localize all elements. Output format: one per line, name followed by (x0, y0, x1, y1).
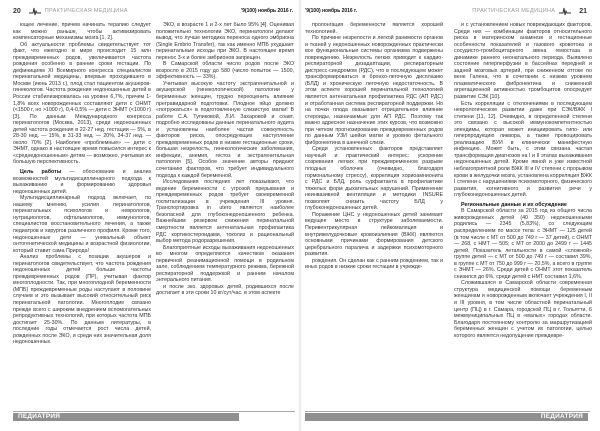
text-column (156, 22, 294, 400)
section-paragraph (13, 169, 151, 195)
paragraph-text: Сложившаяся в Самарской области современная структура медицинской помощи беременным женщинам и новорожденным включает учреждения I, II и III уровня, в том числе областной перинатальный центр (ПЦ) в г. Самара, городской ПЦ в г. Тольятти, 6 межмуниципальных ПЦ в «малых» городах области. Благодаря постоянному контролю за маршрутизацией беременных женщин с учетом их патологии, целью которого является недопущение преждевре- (454, 280, 592, 339)
paragraph-text: Об актуальности проблемы свидетельствует тот факт, что ежегодно в мире происходит 15 млн преждевременных родов, увеличивается частота рождения особенно в ранние сроки гестации. По дефинициям XI Всемирного конгресса специалистов перинатальной медицины, впервые проходившего в Москве (июнь 2013 г.), плод стал пациентом акушеров-гинекологов. Частота рождения недоношенных детей в России стабилизировалась на уровне 6,7%, причем 1-1,8% всех новорожденных составляют дети с ОНМТ (<1500 г, но >1000 г), 0,4-0,5% — дети с ЭНМТ (<1000 г) [3]. По данным Международного конгресса перинатологов (Москва, 2013), среди недоношенных детей частота рождения в 22-27 нед. гестации — 5%, в 28-30 нед. — 15%, в 31-33 нед. — 20%, 34-37 нед. — около 70% [2]. Наиболее «проблемные» — дети с ЭНМТ, однако в настоящее время повысился интерес к «среднедоношенным» детям — возможно, учитывая их большую перспективность. (13, 41, 151, 166)
paragraph-text: Анализ проблемы с позиции акушеров и перинатологов свидетельствует, что частота рождения недоношенных детей больше частоты преждевременных родов (ПР), учитывая фактор многоплодности. Так, при многоплодной беременности (МПБ) преждевременные роды наступают в половине случаев и это вызывает высокий относительный риск перинатальной патологии. Многоплодие связано прежде всего с широким внедрением вспомогательных репродуктивных технологий, при которых частота МПБ достигает 25-30%. По данным литературы, в последние годы отмечается рост числа детей, рожденных после ЭКО, и среди них значительная доля недоношенных. (13, 254, 151, 346)
paragraph-text: Исследования последних лет показывают, что ведение беременности с угрозой прерывания и преждевременных родов требует своевременной госпитализации в учреждения III уровня. Транспортировка in utero является наиболее безопасной для глубоконедоношенного ребенка. Важнейшим резервом снижения перинатальной смертности является антенатальная профилактика РДС кортикостероидами, токолиз и рациональный выбор метода родоразрешения. (156, 179, 294, 245)
paragraph (13, 254, 151, 346)
paragraph-text: рождения. Он сделан как с ранним рождением, так и иных родов в низкие сроки гестации в учрежде- (305, 257, 443, 271)
paragraph (156, 284, 294, 297)
page-number: 21 (579, 7, 587, 15)
page-header (13, 5, 293, 17)
paragraph-text: Есть корреляции с отклонениями в последующем неврологическом развитии даже при СЭК/ВЖК I степени [11, 12]. Очевидно, в определенной степени это связано с высокой иммунокомпетентностью эпендимы, которая может инициировать гипо- или гиперпродукцию ликвора, а также провоцировать реализацию ВУИ в клинически манифестную инфекцию. Может быть, с этим связана частая трансформация диагнозов на I и II этапах выхаживания недоношенных детей. Кроме явной и уже известной неблагоприятной роли ВЖК III и IV степени с прорывом крови в желудочки мозга, установлена корреляция ВЖК I степени с нарушениями психомоторного, физического развития, когнитивного и развития речи у глубоконедоношенных детей. (454, 100, 592, 199)
paragraph-text: ющее лечение, причем начинать терапию следует как можно раньше, чтобы активизировать компенсаторные механизмы мозга [1, 2]. (13, 22, 151, 42)
paragraph-text: Мультидисциплинарный подход включает, по нашему мнению, усилия перинатологов, перинатальных психологов и неврологов, нутрициологов, офтальмологов, иммунологов, специалистов восстановительного лечения, а также педиатров и хирургов различного профиля. Кроме того, недоношенные дети — уникальный объект онтогенетической медицины и возрастной физиологии, который ставит сама Природа! (13, 195, 151, 254)
section-footer-bar (305, 413, 588, 421)
text-column (305, 22, 443, 400)
paragraph-text: ЭКО, в возрасте 1 и 2-х лет было 95% [4]. Оценивая положительно технологии ЭКО, перинатологи делают вывод, что лучше методика переноса одного эмбриона (Single Embrio Transfer), так как именно МПБ ухудшает перинатальные исходы при ЭКО. В настоящее время перенос 3-х и более эмбрионов запрещен. (156, 22, 294, 61)
divider (13, 411, 295, 412)
ecg-logo-icon (559, 6, 571, 16)
paragraph-text: Среди установленных факторов представляет научный и практический интерес: ускорение созревания легких при преждевременном разрыве плодных оболочек (очевидно, благодаря гормональному стрессу), корреляция хориоамнионита с РДС и БЛД, роль сурфактанта в профилактике тяжелых форм дыхательных нарушений. Применение неинвазивной вентиляции и методики INSURE позволяет снизить частоту БЛД у глубоконедоношенных детей. (305, 146, 443, 212)
paragraph-text: и с установлением новых повреждающих факторов. Среди них — комбинации факторов относительного риска в материнском анамнезе и гестационные особенности показателей и газового кровотока и сосудисто-тромбоцитарного звена гемостаза в динамике раннего неонатального периода. Выявлено состояние гиперперфузии в бассейнах передней и задней мозговых артерий, при сниженном оттоке по вене Галена, что в сочетании с низким уровнем плазматического фибронектина и сниженной агрегационной активностью тромбоцитов опосредует развитие СЭК [10]. (454, 22, 592, 101)
paragraph-text: Поражение ЦНС у недоношенных детей занимает ведущее место в структуре заболеваемости. Перивентрикулярная лейкомаляция и внутрижелудочковые кровоизлияния (ВЖК) являются основными причинами формирования детского церебрального паралича и задержки психомоторного развития. (305, 211, 443, 258)
paragraph (305, 258, 443, 271)
paragraph (454, 101, 592, 199)
issue-info: '9(100) ноябрь 2016 г. (305, 8, 358, 14)
paragraph (305, 22, 443, 35)
paragraph-text: В Самарской области число родов после ЭКО возросло в 2015 году до 580 (число попыток — 1500, эффективность — 33%). (156, 61, 294, 81)
page-header (305, 5, 587, 17)
paragraph-text: В Самарской области за 2015 год из общего числа живорожденных детей (40 350) недоношенными родились — 2345 (5,83%), со следующим распределением по массе тела: с ЭНМТ — 125 детей (в том числе с МТ от 500 до 749 г — 37 детей), с ОНМТ — 268, с НМТ — 505; с МТ от 2000 до 2499 г — 1445 детей. Показатель летальности в самой «сложной» группе детей — с МТ от 500 до 749 г — составил 39%, в группе с МТ от 750 до 999 г — 20,5%, а всего в группе с ЭНМТ — 26%. Среди детей с ОНМТ этот показатель снизился до 6%, среди детей с НМТ составил 1,6%. (454, 208, 592, 280)
paragraph (305, 35, 443, 146)
paragraph (156, 179, 294, 244)
paragraph (156, 61, 294, 81)
paragraph (305, 212, 443, 258)
journal-title: ПРАКТИЧЕСКАЯ МЕДИЦИНА (44, 8, 128, 14)
journal-title: ПРАКТИЧЕСКАЯ МЕДИЦИНА (472, 8, 556, 14)
issue-info: '9(100) ноябрь 2016 г. (240, 8, 293, 14)
section-footer-bar (13, 413, 239, 421)
paragraph (13, 42, 151, 166)
section-heading: Цель работы (20, 169, 62, 176)
paragraph-text: Учитывая высокую частоту экстрагенитальной и акушерской (гинекологической) патологии у беременных женщин, трудно переоценить влияние прегравидарной подготовки. Плодное яйцо должно «погружаться» в подготовленную слизистую матки! В работе С.А. Тупиковой, Л.И. Захаровой и соавт. подробно исследованы данные перинатального аудита и установлены наиболее частая совокупность факторов риска, опосредующих наступление преждевременных родов в низкие гестационные сроки, большая незрелость, гинекологические заболевания, инфекции, анемия, гестоз и экстрагенитальная патология [5]. Особое значение авторы придают сочетанию факторов, что требует индивидуального подхода к каждой беременной. (156, 80, 294, 179)
paragraph (156, 245, 294, 284)
paragraph (454, 22, 592, 101)
text-column (454, 22, 592, 400)
paragraph-text: и после эко. здоровых детей, родившихся после достигает в эти сроки 10 кг/сут/час. в этом аспекте (156, 283, 294, 297)
divider (305, 411, 590, 412)
paragraph-text: Благоприятные исходы выхаживания недоношенных во многом определяются качеством оказания первичной реанимационной помощи в родильном зале, соблюдением температурного режима, бережной респираторной поддержкой и ранним началом энтерального питания. (156, 244, 294, 284)
section-heading: Региональные данные и их обсуждение (461, 201, 567, 208)
paragraph-text: пролонгация беременности является хорошей технологией. (305, 22, 443, 35)
paragraph (156, 22, 294, 61)
text-column (13, 22, 151, 400)
section-label: ПЕДИАТРИЯ (540, 413, 583, 420)
paragraph (156, 81, 294, 179)
section-label: ПЕДИАТРИЯ (18, 413, 61, 420)
ecg-logo-icon (29, 6, 41, 16)
page-number: 20 (13, 7, 21, 15)
paragraph (454, 208, 592, 280)
paragraph (13, 22, 151, 42)
right-page (300, 0, 600, 431)
paragraph (305, 146, 443, 211)
paragraph (454, 280, 592, 339)
paragraph (13, 195, 151, 254)
paragraph-text: По причине незрелости и легкой ранимости органов и тканей у недоношенных новорожденных практически все функциональные системы организма подвержены повреждению. Незрелость легких приводит к кардио-респираторной дезадаптации, респираторным дистресс-синдромом (РДС), что в последующем может трансформироваться в бронхо-легочную дисплазию (БЛД) и хроническую легочную недостаточность. В этом аспекте хорошей перинатальной технологией является антенатальная профилактика РДС (АП РДС) и отработанная система респираторной поддержки. Но на почки плода оказывает отрицательное влияние стероиды, назначаемые для АП РДС. Поэтому так важно адресное назначение этих курсов, что возможно при четком прогнозировании преждевременных родов по данным УЗИ шейки матки и уровню фетального фибронектина в шеечной слизи. (305, 35, 443, 146)
paragraph-text: — обоснование и анализ возможностей мультидисциплинарного подхода к выхаживанию и формированию здоровья недоношенных детей. (13, 169, 151, 195)
